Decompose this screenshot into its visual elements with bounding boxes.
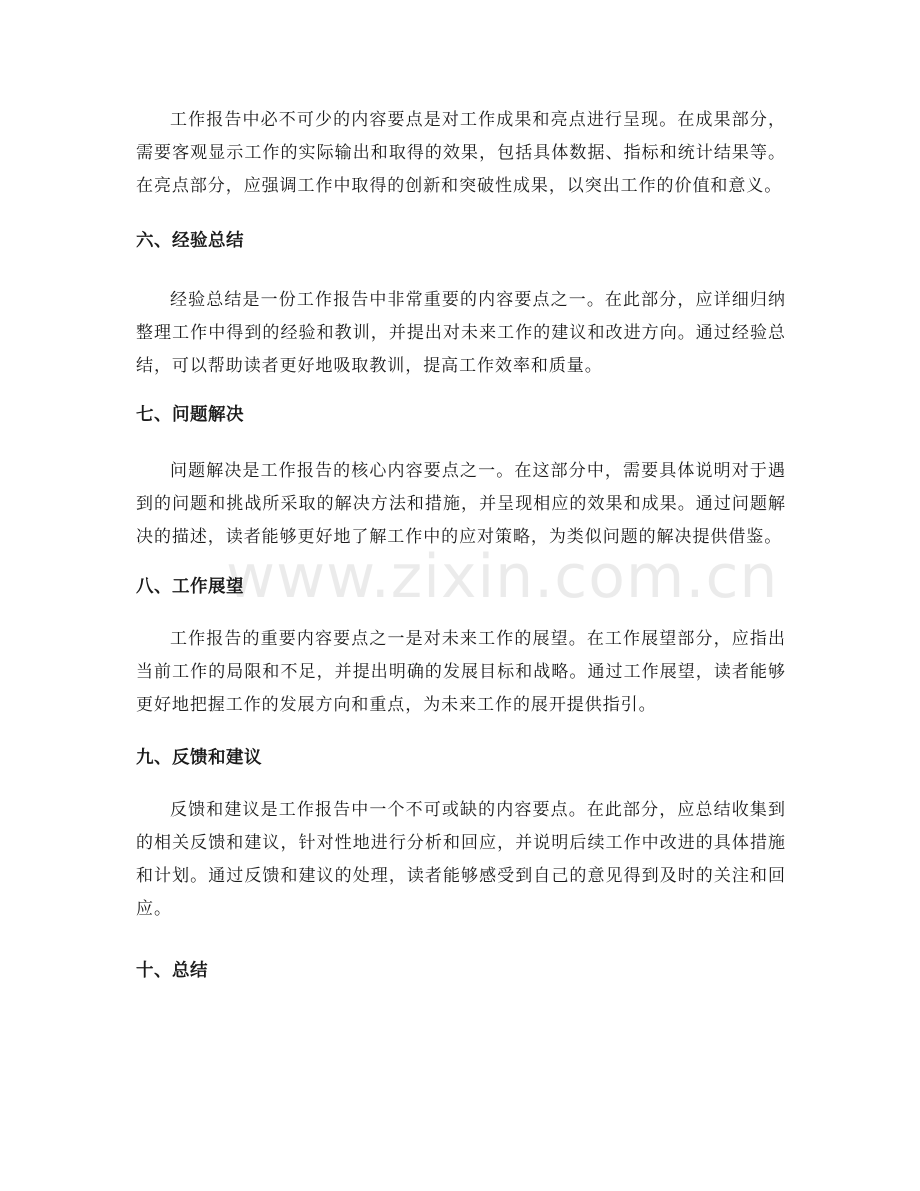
section-body-work-outlook: 工作报告的重要内容要点之一是对未来工作的展望。在工作展望部分，应指出当前工作的局限和不足，并提出明确的发展目标和战略。通过工作展望，读者能够更好地把握工作的发展方向和重点，为未来工作的展开提供指引。	[136, 629, 786, 715]
section-body-experience-summary: 经验总结是一份工作报告中非常重要的内容要点之一。在此部分，应详细归纳整理工作中得到的经验和教训，并提出对未来工作的建议和改进方向。通过经验总结，可以帮助读者更好地吸取教训，提高工作效率和质量。	[136, 290, 786, 376]
section-heading-feedback-suggestions: 九、反馈和建议	[136, 748, 262, 768]
section-body-feedback-suggestions: 反馈和建议是工作报告中一个不可或缺的内容要点。在此部分，应总结收集到的相关反馈和建议，针对性地进行分析和回应，并说明后续工作中改进的具体措施和计划。通过反馈和建议的处理，读者能够感受到自己的意见得到及时的关注和回应。	[136, 800, 786, 919]
watermark: www.zixin.com.cn	[226, 542, 779, 612]
section-heading-experience-summary: 六、经验总结	[136, 231, 244, 251]
section-body-problem-solving: 问题解决是工作报告的核心内容要点之一。在这部分中，需要具体说明对于遇到的问题和挑战所采取的解决方法和措施，并呈现相应的效果和成果。通过问题解决的描述，读者能够更好地了解工作中的应对策略，为类似问题的解决提供借鉴。	[136, 461, 786, 547]
intro-paragraph: 工作报告中必不可少的内容要点是对工作成果和亮点进行呈现。在成果部分，需要客观显示工作的实际输出和取得的效果，包括具体数据、指标和统计结果等。在亮点部分，应强调工作中取得的创新和突破性成果，以突出工作的价值和意义。	[136, 110, 786, 196]
section-heading-conclusion: 十、总结	[136, 961, 208, 981]
section-heading-work-outlook: 八、工作展望	[136, 577, 244, 597]
section-heading-problem-solving: 七、问题解决	[136, 405, 244, 425]
